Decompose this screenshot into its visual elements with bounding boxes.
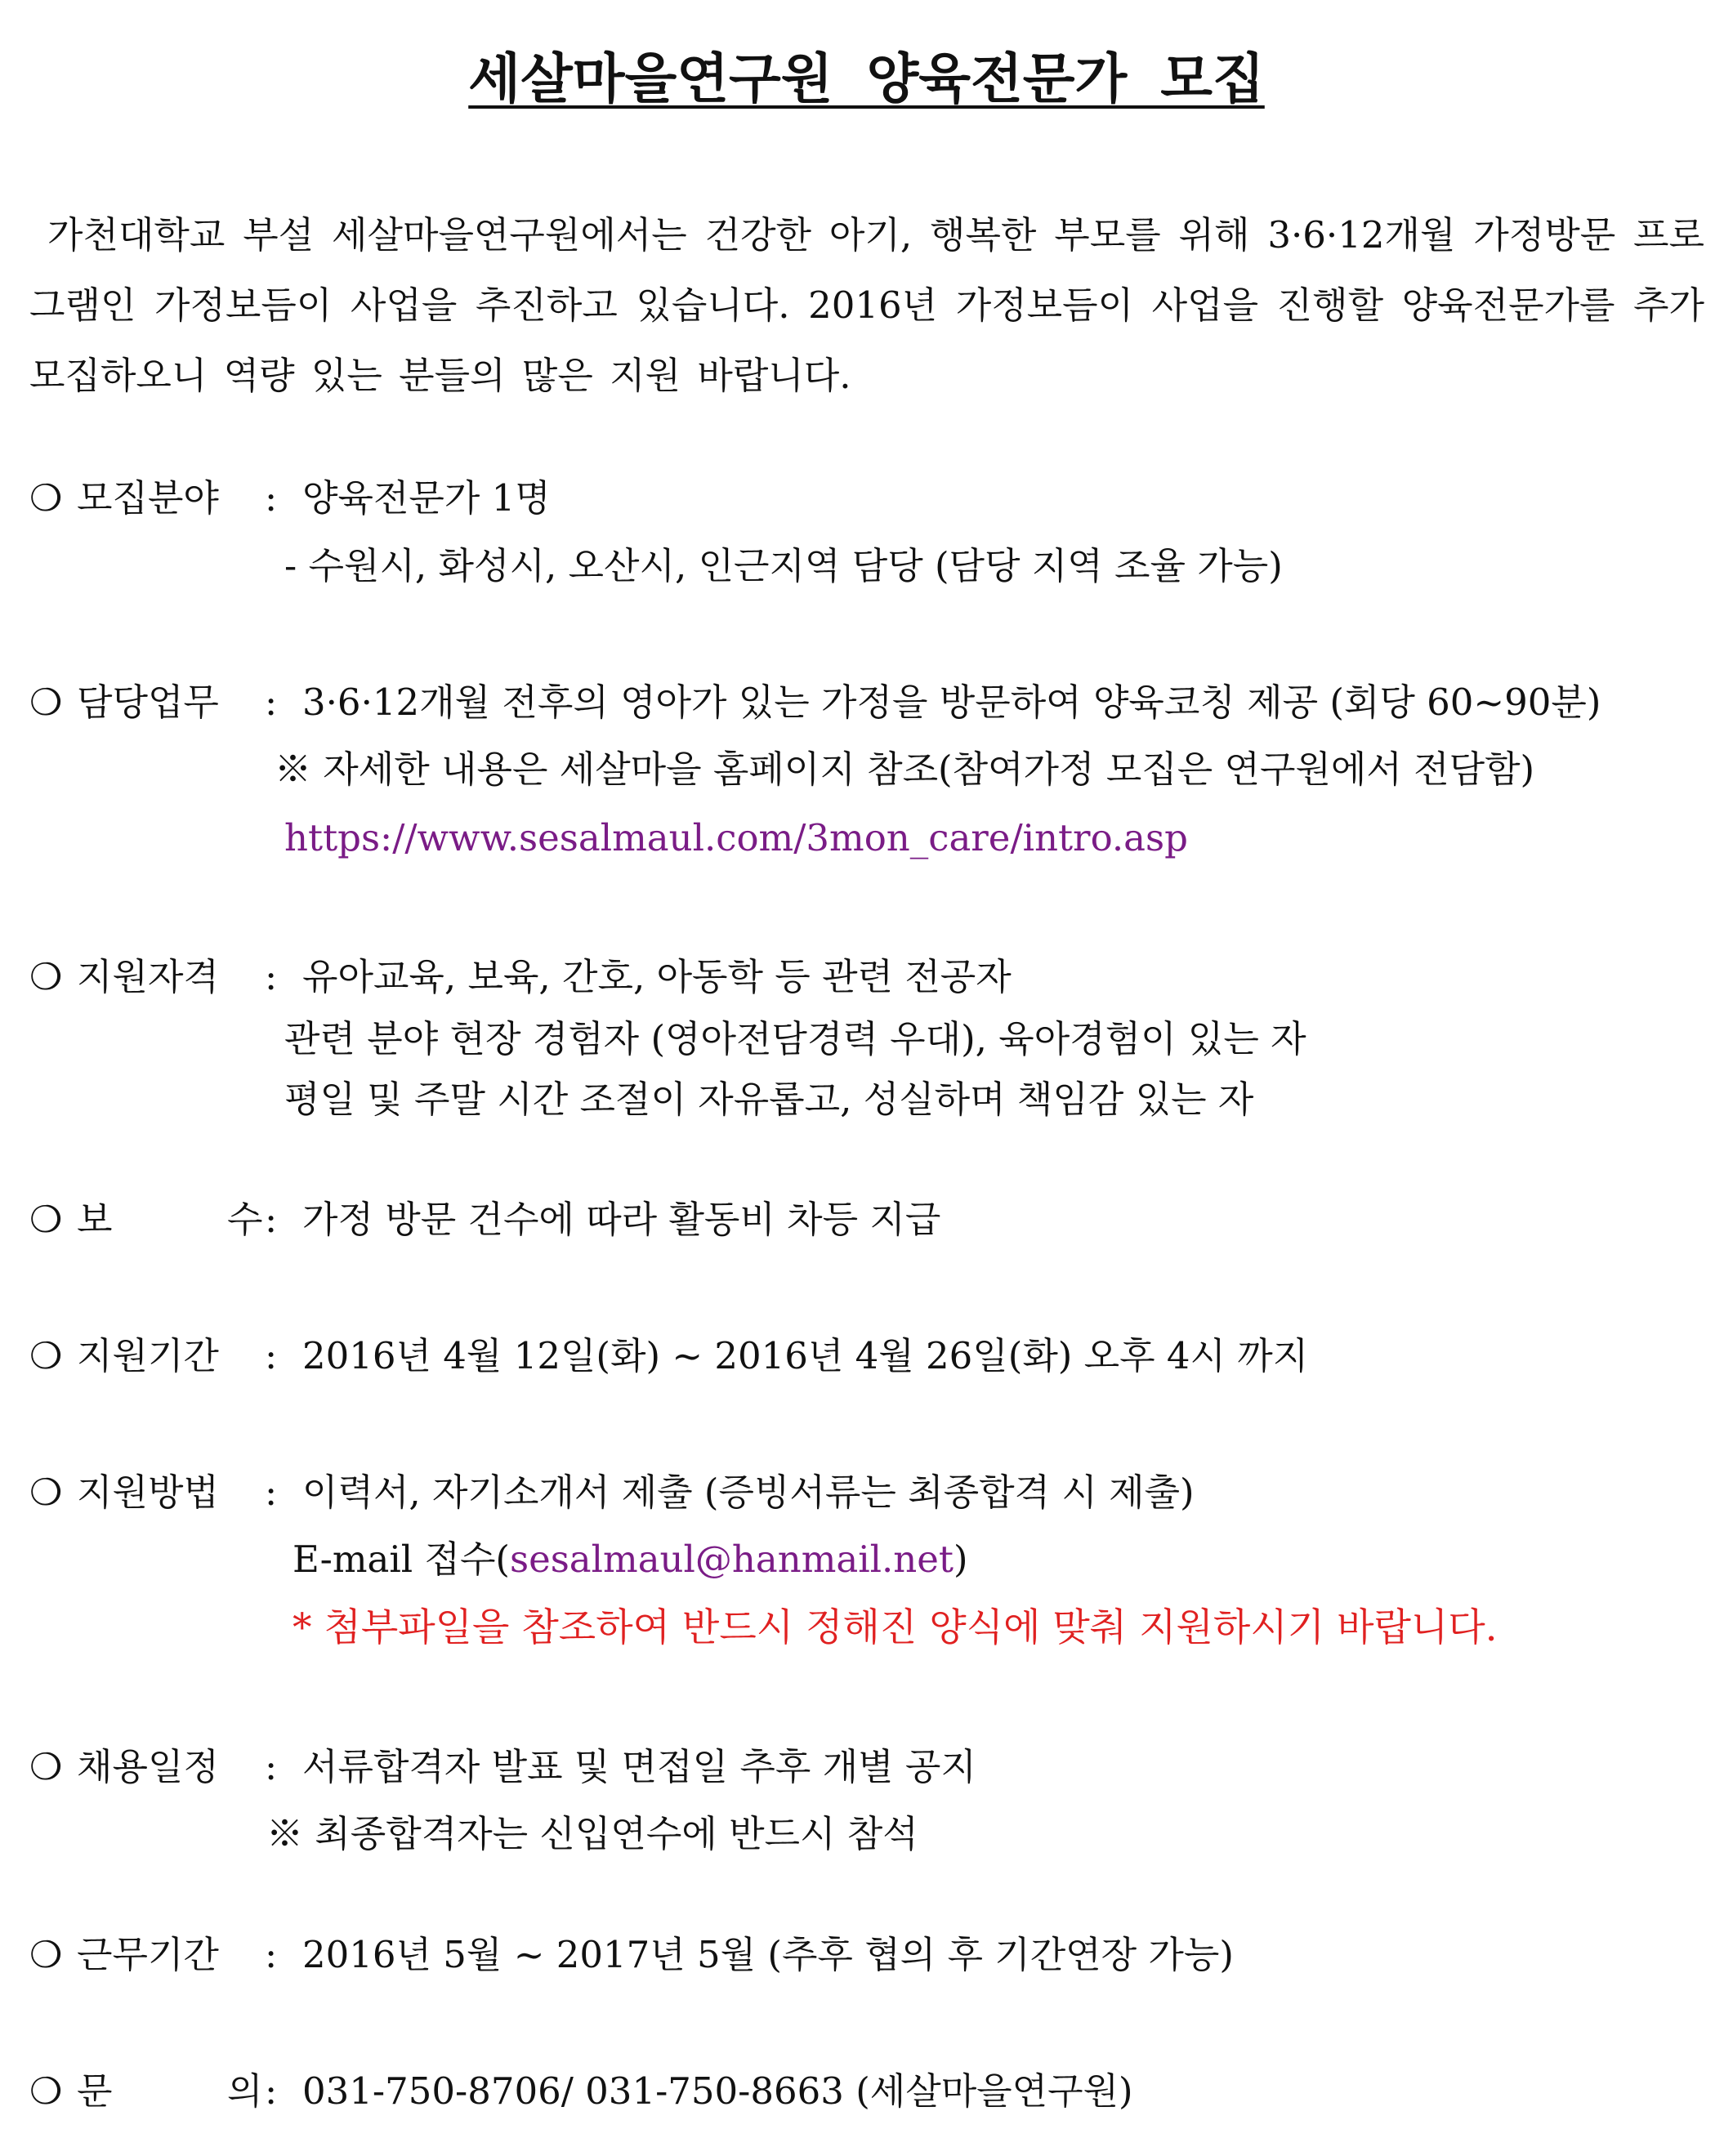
- pay-value: 가정 방문 건수에 따라 활동비 차등 지급: [302, 1198, 941, 1241]
- period-label: 지원기간: [77, 1334, 219, 1377]
- colon: :: [265, 955, 278, 998]
- contact-label-a: 문: [77, 2069, 113, 2113]
- document-title: [0, 42, 1733, 116]
- field-label: 모집분야: [77, 476, 219, 520]
- application-warning: * 첨부파일을 참조하여 반드시 정해진 양식에 맞춰 지원하시기 바랍니다.: [293, 1605, 1498, 1650]
- bullet-icon: ❍: [29, 955, 63, 998]
- section-period: [29, 1332, 1308, 1381]
- email-suffix: ): [953, 1538, 968, 1581]
- bullet-icon: ❍: [29, 1933, 63, 1976]
- bullet-icon: ❍: [29, 1745, 63, 1788]
- qualification-line-1: 유아교육, 보육, 간호, 아동학 등 관련 전공자: [302, 955, 1012, 998]
- field-value: 양육전문가 1명: [302, 476, 551, 520]
- bullet-icon: ❍: [29, 2069, 63, 2113]
- method-value: 이력서, 자기소개서 제출 (증빙서류는 최종합격 시 제출): [302, 1471, 1195, 1514]
- colon: :: [265, 476, 278, 520]
- colon: :: [265, 2069, 278, 2113]
- bullet-icon: ❍: [29, 681, 63, 724]
- colon: :: [265, 1933, 278, 1976]
- colon: :: [265, 1745, 278, 1788]
- colon: :: [265, 1198, 278, 1241]
- schedule-value: 서류합격자 발표 및 면접일 추후 개별 공지: [302, 1745, 976, 1788]
- section-method: [29, 1468, 1195, 1517]
- section-contact: [29, 2067, 1133, 2116]
- homepage-link[interactable]: https://www.sesalmaul.com/3mon_care/intro.asp: [284, 816, 1188, 859]
- section-schedule: [29, 1743, 976, 1792]
- contact-value: 031-750-8706/ 031-750-8663 (세살마을연구원): [302, 2069, 1133, 2113]
- document-title-text: 세살마을연구원 양육전문가 모집: [468, 47, 1265, 110]
- field-sub: - 수원시, 화성시, 오산시, 인근지역 담당 (담당 지역 조율 가능): [284, 544, 1283, 587]
- contact-label: [77, 2067, 265, 2116]
- bullet-icon: ❍: [29, 1471, 63, 1514]
- duty-label: 담당업무: [77, 681, 219, 724]
- intro-paragraph: 가천대학교 부설 세살마을연구원에서는 건강한 아기, 행복한 부모를 위해 3·6·12개월 가정방문 프로그램인 가정보듬이 사업을 추진하고 있습니다. 2016년 가정보듬이 사업을 진행할 양육전문가를 추가 모집하오니 역량 있는 분들의 많은 지원 바랍니다.: [29, 213, 1704, 397]
- term-label: 근무기간: [77, 1933, 219, 1976]
- pay-label-b: 수: [227, 1198, 263, 1241]
- term-value: 2016년 5월 ~ 2017년 5월 (추후 협의 후 기간연장 가능): [302, 1933, 1234, 1976]
- section-duty: [29, 678, 1601, 727]
- bullet-icon: ❍: [29, 476, 63, 520]
- colon: :: [265, 1334, 278, 1377]
- qualification-line-2: 관련 분야 현장 경험자 (영아전담경력 우대), 육아경험이 있는 자: [284, 1017, 1306, 1060]
- method-label: 지원방법: [77, 1471, 219, 1514]
- colon: :: [265, 681, 278, 724]
- bullet-icon: ❍: [29, 1334, 63, 1377]
- pay-label-a: 보: [77, 1198, 113, 1241]
- schedule-note: ※ 최종합격자는 신입연수에 반드시 참석: [266, 1812, 918, 1855]
- pay-label: [77, 1195, 265, 1244]
- section-term: [29, 1931, 1234, 1980]
- section-pay: [29, 1195, 940, 1244]
- section-field: [29, 474, 551, 523]
- qualification-line-3: 평일 및 주말 시간 조절이 자유롭고, 성실하며 책임감 있는 자: [284, 1078, 1254, 1121]
- section-qualification: [29, 953, 1012, 1002]
- schedule-label: 채용일정: [77, 1745, 219, 1788]
- period-value: 2016년 4월 12일(화) ~ 2016년 4월 26일(화) 오후 4시 까지: [302, 1334, 1309, 1377]
- email-prefix: E-mail 접수(: [293, 1538, 510, 1581]
- contact-label-b: 의: [227, 2069, 263, 2113]
- email-line: [293, 1535, 968, 1584]
- bullet-icon: ❍: [29, 1198, 63, 1241]
- qualification-label: 지원자격: [77, 955, 219, 998]
- duty-note: ※ 자세한 내용은 세살마을 홈페이지 참조(참여가정 모집은 연구원에서 전담함): [275, 748, 1535, 791]
- colon: :: [265, 1471, 278, 1514]
- email-link[interactable]: sesalmaul@hanmail.net: [509, 1538, 954, 1581]
- duty-value: 3·6·12개월 전후의 영아가 있는 가정을 방문하여 양육코칭 제공 (회당 60~90분): [302, 681, 1601, 724]
